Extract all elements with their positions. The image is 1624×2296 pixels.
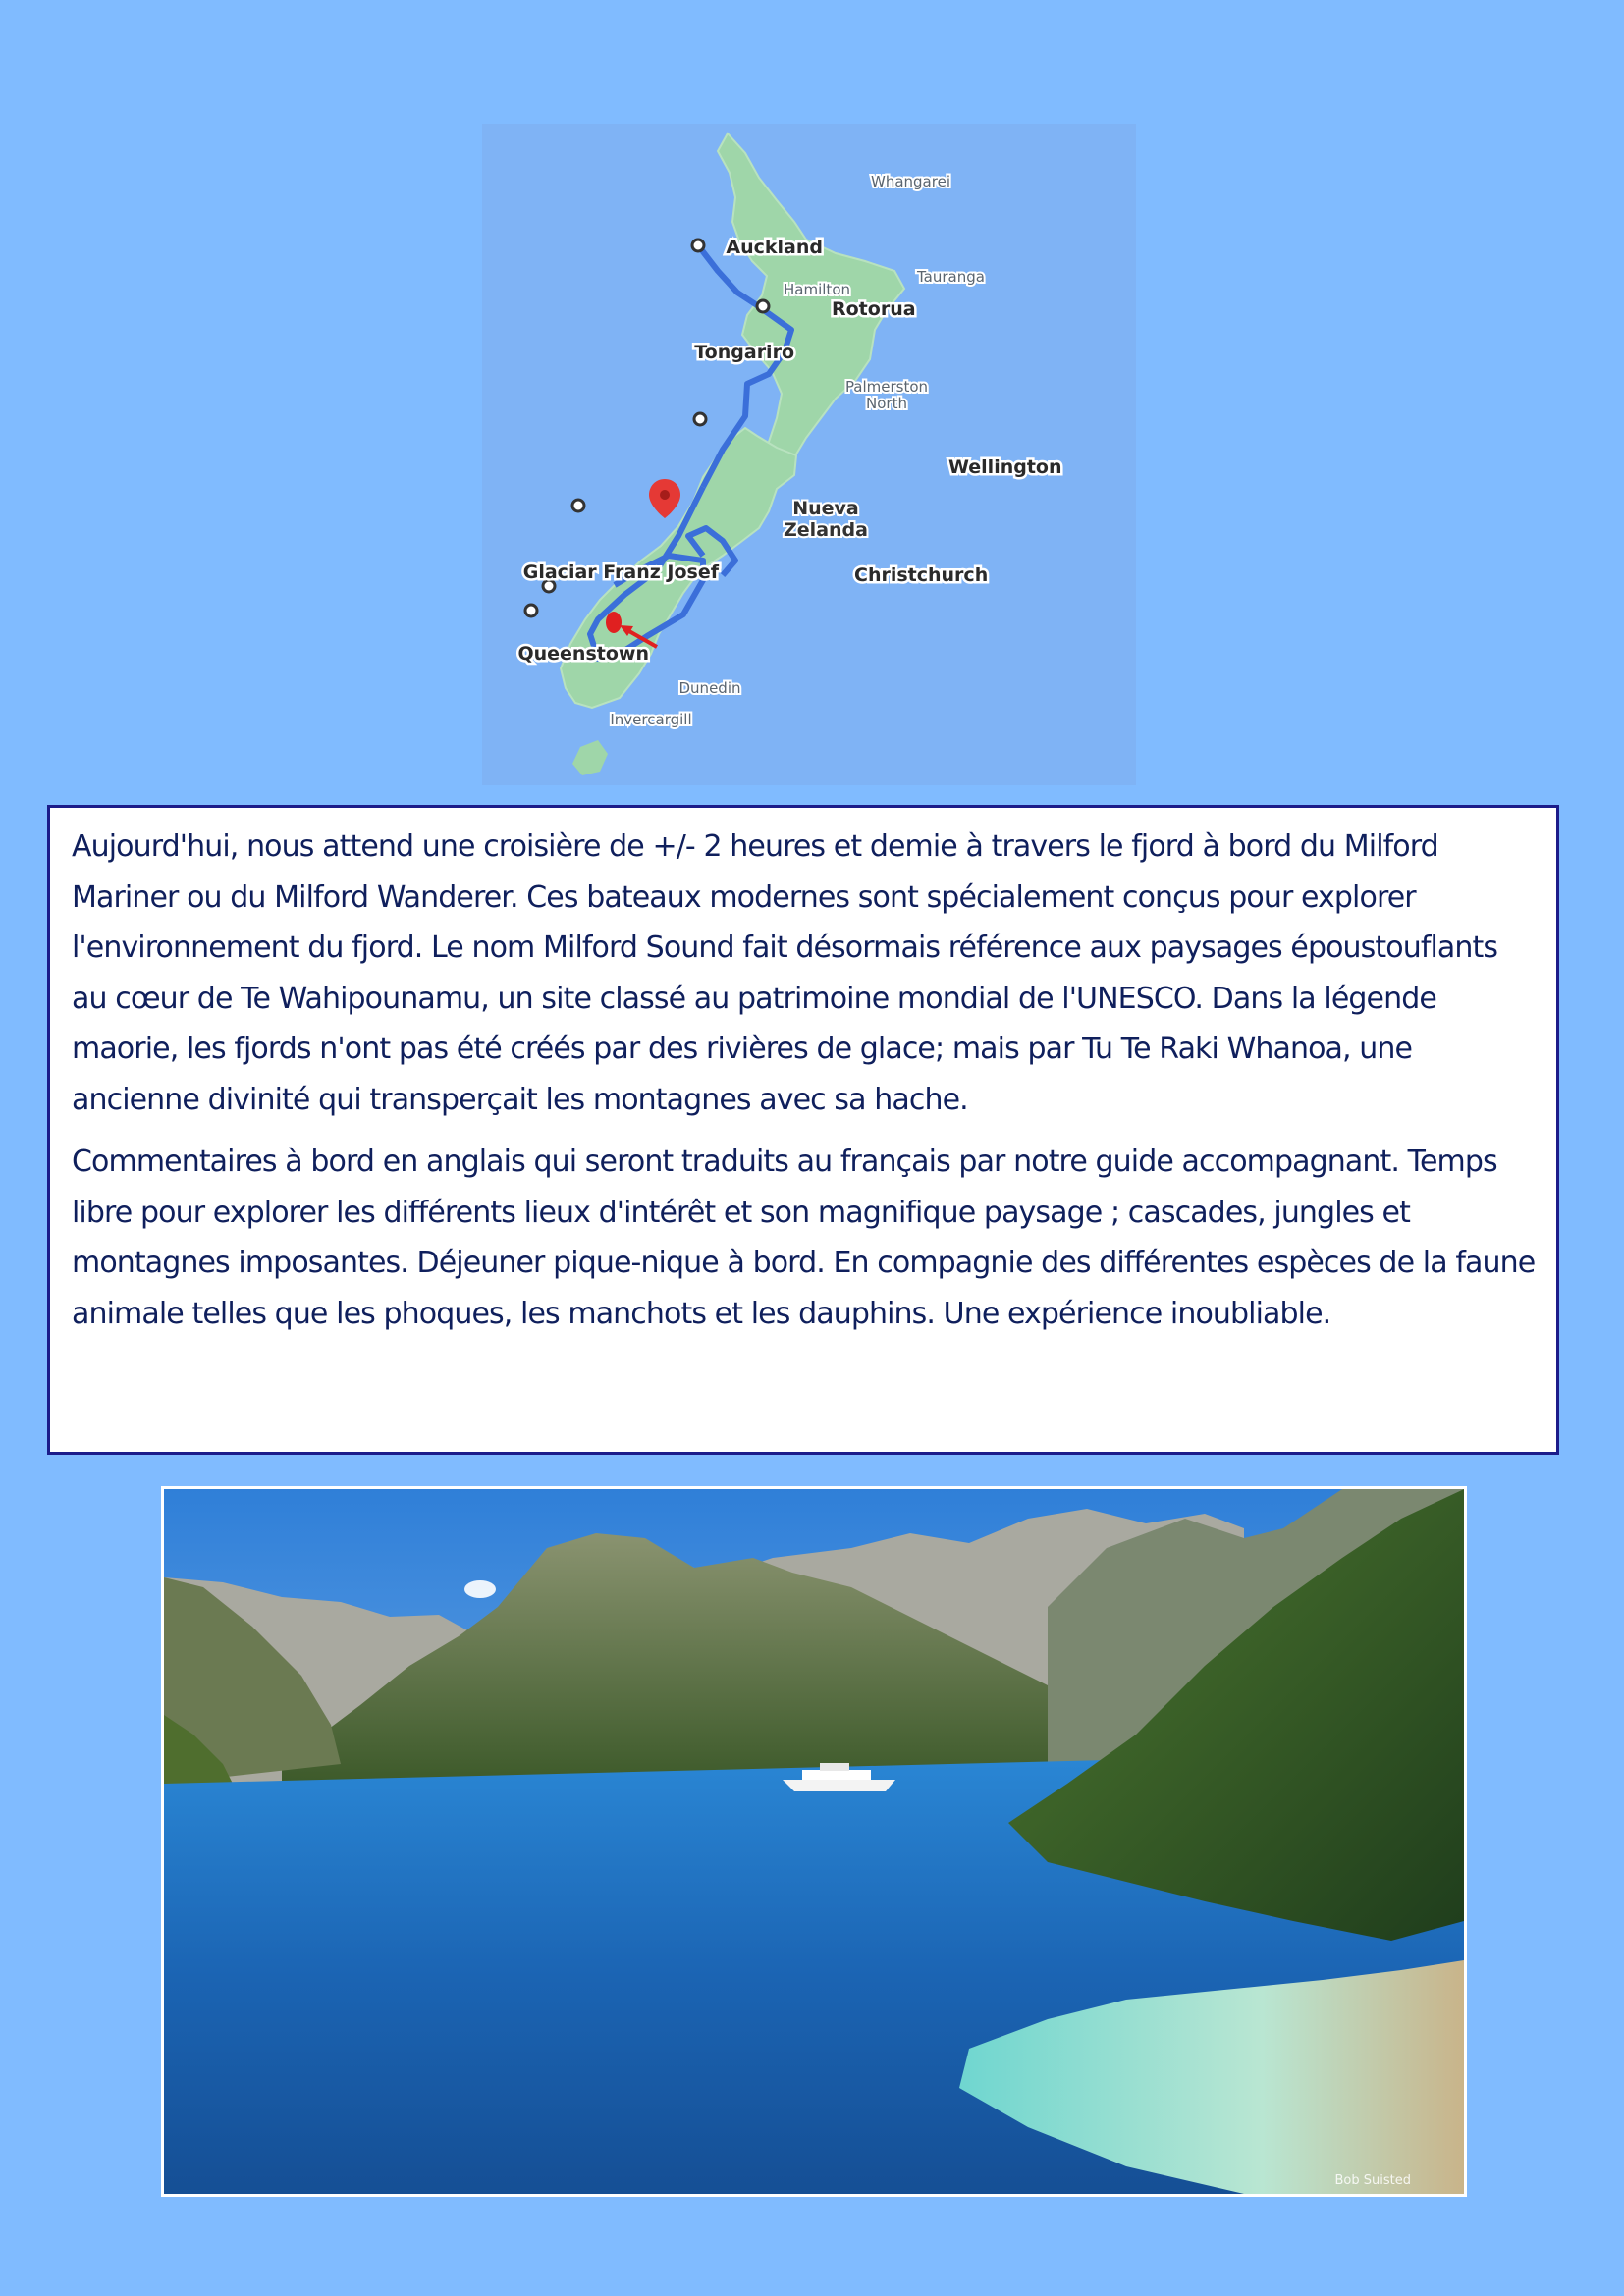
label-hamilton: Hamilton (784, 281, 850, 298)
label-franz-josef: Glaciar Franz Josef (522, 561, 719, 583)
description-paragraph-2: Commentaires à bord en anglais qui seront traduits au français par notre guide accompagnant. Temps libre pour explorer les différents lieux d'intérêt et son magnifique paysage ; cascades, jungles et montagnes imposantes. Déjeuner pique-nique à bord. En compagnie des différentes espèces de la faune animale telles que les phoques, les manchots et les dauphins. Une expérience inoubliable. (72, 1145, 1536, 1331)
marker-queenstown (525, 605, 537, 616)
label-invercargill: Invercargill (610, 711, 692, 728)
label-wellington: Wellington (948, 456, 1062, 478)
label-tongariro: Tongariro (694, 342, 794, 363)
marker-auckland (692, 240, 704, 251)
milford-sound-dot (606, 612, 622, 633)
description-paragraph-1: Aujourd'hui, nous attend une croisière de +/- 2 heures et demie à travers le fjord à bord du Milford Mariner ou du Milford Wanderer. Ces bateaux modernes sont spécialement conçus pour explorer l'environnement du fjord. Le nom Milford Sound fait désormais référence aux paysages époustouflants au cœur de Te Wahipounamu, un site classé au patrimoine mondial de l'UNESCO. Dans la légende maorie, les fjords n'ont pas été créés par des rivières de glace; mais par Tu Te Raki Whanoa, une ancienne divinité qui transperçait les montagnes avec sa hache. (72, 829, 1498, 1117)
label-region-line1: Nueva (792, 498, 859, 519)
label-region-line2: Zelanda (784, 519, 868, 541)
label-palmerston: Palmerston (844, 378, 929, 396)
label-christchurch: Christchurch (854, 564, 989, 586)
label-dunedin: Dunedin (678, 679, 741, 697)
marker-rotorua (757, 300, 769, 312)
milford-sound-photo (161, 1486, 1467, 2197)
route-map (482, 124, 1136, 785)
label-whangarei: Whangarei (871, 173, 950, 190)
marker-wellington (694, 413, 706, 425)
milford-sound-illustration (164, 1489, 1464, 2194)
description-box (47, 805, 1559, 1455)
route-map-svg (482, 124, 1136, 785)
label-queenstown: Queenstown (517, 643, 649, 665)
label-auckland: Auckland (726, 237, 823, 258)
label-north: North (866, 395, 907, 412)
photo-credit: Bob Suisted (1334, 2173, 1411, 2188)
cloud (464, 1580, 496, 1598)
label-tauranga: Tauranga (917, 268, 985, 286)
marker-franz-josef (572, 500, 584, 511)
label-rotorua: Rotorua (832, 298, 916, 320)
